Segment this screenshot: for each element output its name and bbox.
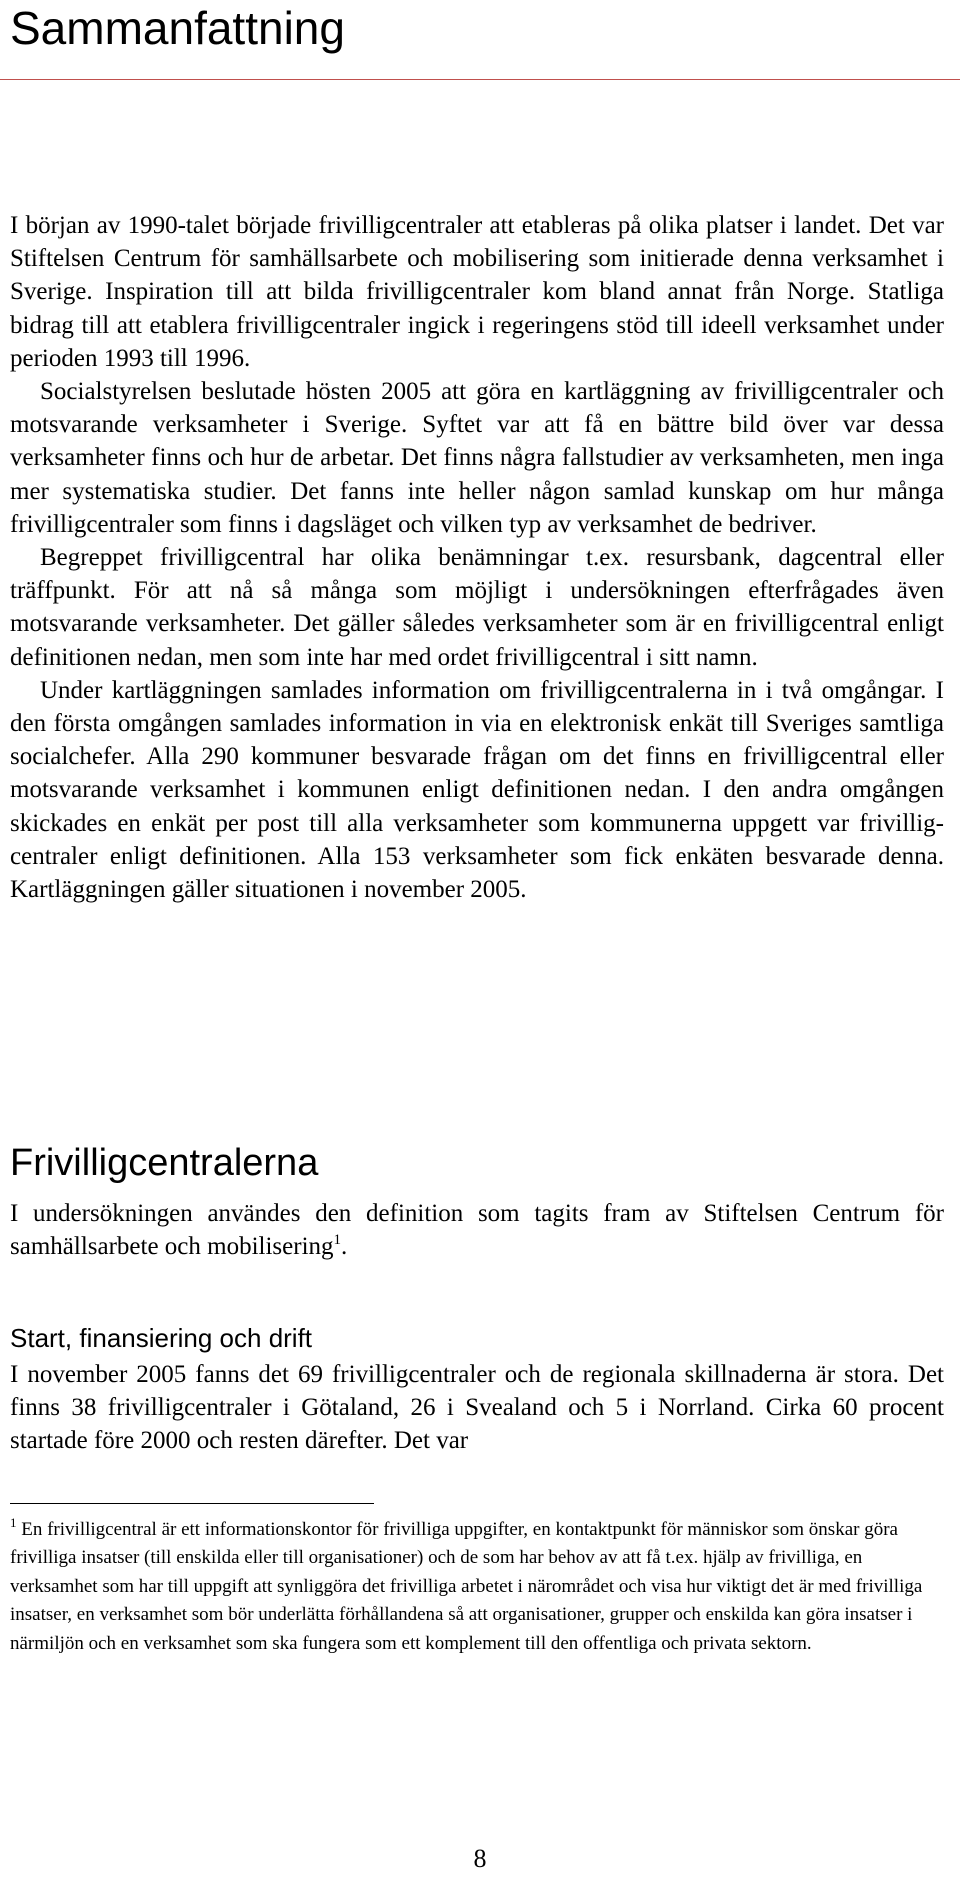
footnote-marker: 1	[10, 1514, 17, 1530]
definition-text: I undersökningen användes den definition som tagits fram av Stiftelsen Centrum för samhällsarbete och mobilisering	[10, 1200, 944, 1261]
footnote-text: En frivilligcentral är ett informationskontor för frivilliga uppgifter, en kontaktpunkt för människor som önskar göra frivilliga insatser (till enskilda eller till organisationer) och de som har behov av att få t.ex. hjälp av frivilliga, en verksamhet som har till uppgift att synliggöra det frivilliga arbetet i närområdet och visa hur viktigt det är med frivilliga insatser, en verksamhet som bör underlätta förhållandena så att organisationer, grupper och enskilda kan göra insatser i närmiljön och en verksamhet som ska fungera som ett komplement till den offentliga och privata sektorn.	[10, 1519, 923, 1654]
intro-paragraph-3: Begreppet frivilligcentral har olika benämningar t.ex. resursbank, dagcentral eller träffpunkt. För att nå så många som möjligt i undersökningen efterfrågades även motsvarande verksamheter. Det gäller således verksamheter som är en frivilligcentral enligt definitionen nedan, men som inte har med ordet frivilligcentral i sitt namn.	[10, 544, 944, 671]
footnote-paragraph	[10, 1516, 935, 1658]
subsection-heading-start-finansiering-drift: Start, finansiering och drift	[10, 1323, 313, 1353]
footnote-reference[interactable]: 1	[333, 1231, 342, 1248]
intro-paragraph-1: I början av 1990-talet började frivilligcentraler att etableras på olika platser i landet. Det var Stiftelsen Centrum för samhällsarbete och mobilisering som initierade denna verksamhet i Sverige. Inspiration till att bilda frivilligcentraler kom bland annat från Norge. Statliga bidrag till att etablera frivilligcentraler ingick i regeringens stöd till ideell verksamhet under perioden 1993 till 1996.	[10, 212, 944, 372]
definition-period: .	[341, 1233, 348, 1261]
intro-paragraph-2: Socialstyrelsen beslutade hösten 2005 att göra en kartläggning av frivilligcentraler och motsvarande verksamheter i Sverige. Syftet var att få en bättre bild över var dessa verksamheter finns och hur de arbetar. Det finns några fallstudier av verksamheten, men inga mer systematiska studier. Det fanns inte heller någon samlad kunskap om hur många frivilligcentraler som finns i dagsläget och vilken typ av verksamhet de bedriver.	[10, 378, 944, 538]
definition-paragraph	[10, 1197, 944, 1263]
title-divider	[0, 79, 960, 80]
start-finansiering-drift-section	[10, 1358, 944, 1458]
page-number: 8	[473, 1844, 487, 1873]
intro-section	[10, 209, 944, 906]
page-title: Sammanfattning	[10, 2, 345, 54]
frivilligcentralerna-section	[10, 1197, 944, 1263]
start-paragraph: I november 2005 fanns det 69 frivilligcentraler och de regionala skillnaderna är stora. Det finns 38 frivilligcentraler i Götaland, 26 i Svealand och 5 i Norrland. Cirka 60 procent startade före 2000 och resten därefter. Det var	[10, 1361, 944, 1455]
footnote	[10, 1516, 935, 1658]
intro-paragraph-4: Under kartläggningen samlades information om frivilligcentralerna in i två omgångar. I den första omgången samlades information in via en elektronisk enkät till Sveriges samtliga socialchefer. Alla 290 kommuner besvarade frågan om det finns en frivilligcentral eller motsvarande verksamhet i kommunen enligt definitionen nedan. I den andra omgången skickades en enkät per post till alla verksamheter som kommunerna uppgett var frivilligcentraler enligt definitionen. Alla 153 verksamheter som fick enkäten besvarade denna. Kartläggningen gäller situationen i november 2005.	[10, 676, 944, 904]
section-heading-frivilligcentralerna: Frivilligcentralerna	[10, 1142, 319, 1184]
footnote-divider	[10, 1503, 374, 1504]
